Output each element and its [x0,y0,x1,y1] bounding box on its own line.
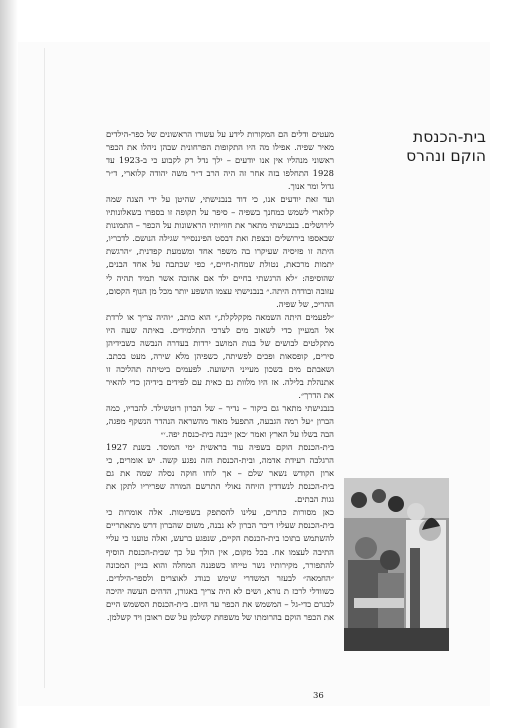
photo-of-men-praying [344,478,449,651]
scan-edge-shadow [0,0,18,728]
section-heading-line-1: בית-הכנסת [413,128,486,146]
page-number: 36 [313,691,324,701]
body-paragraph: מעטים ודלים הם המקורות לידע על עשורו הראשונים של כפר-הילדים מאיר שפיה. אפילו מה היו התקופות הפרחונית שבהן ניהלו את הכפר ראשוני מנהליו אין אנו יודעים – ילך נדל רק לקבוע כי ב-1923 עד 1928 התחלפו בזה אחר זה היה הרב ד״ר משה יהודה קלוארי, ד״ר גדול ומר אנוך. [106,129,334,192]
body-paragraph: בית-הכנסת הוקם בשפיה עוד בראשית ימי המוסד. בשנת 1927 הרגלבה רעידת אדמה, ובית-הכנסת הזה נפגע קשה. יש אומרים, כי ארון הקודש נשאר שלם – אך לוחו חוקה נסלה שמה את גם בית-הכנסת לנשדדין הזיחה נאולי התרשם המורה שפריריו לתקן את גגות הבתים. [106,442,334,505]
article-body [106,128,334,670]
body-paragraph: כאן מסורות כתרים, עלינו להסתפק בשפיטות. אלה אומרות כי בית-הכנסת שעליו דיבר הברון לא נבנה, משום שהברון דרש מתאתריים להשתמש בתוכו בית-הכנסת הקיים, שנפגע ברעש, ואלה טוענו כי עליי התיבה לעצמו אח. בכל מקום, אין הולך על כך שבית-הכנסת הוסיף להתפורר, מקירותיו נשר טייחו כשפננה המחלה והוא בניין המכונה ״החמאה״ לבעזר המשדרי שימש כנודג לאוצרים ולספר-הילדים. כשוודלי לרכז ת נורא, ושים לא היה צריך באגורן, הדהים העשה יהיכה לבגרם כדי-גל – המשמש את הכפר עד היום. בית-הכנסת הסשמש היים את הכפר הוקם בהרומתו של משפחת קשלמן על שם ראובן ויד קשלמן. [106,507,334,622]
section-heading-line-2: הוקם ונהרס [406,147,486,165]
section-heading [344,128,486,166]
photo-image [344,478,449,651]
body-paragraph: ועד זאת יודעים אנו, כי דוד בנבנישתי, שהיטן על ידי הצגה שמה קלוארי לשמש כמחנך בשפיה – סיפר על תקופה זו בספרו בשאלונותיו לירושלים. בנבנישתי מתאר את חוויותיו הראשונות על הכפר – התמונות שבאספו בירושלים ובצפת ואת דבסט הפיננסייר שגילה הנושם. לדבריו, היתה זו פזיסיה שעיקרו בה משפר אחד ומשמעת קפדנית, ״הרגשת יתמות מרכאת, נטולת שמחת-חיים,״ כפי שכתבה על אחד הבנים, שהוסיפה: ״לא הרגשתי בחיים ילד אם אהובה אשר תמיד תהיה לי עזובה ובודדת היתה.״ בנבנישתי עצמו הושפע יותר מכל מן הנוף הקסום, ההריכ, של שפיה. [106,194,334,309]
page-gutter-line [44,48,45,688]
body-paragraph: בנבנישתי מתאר גם ביקור – נדיר – של הברון רוטשילד. להבריו, כמה הברון ״על רמה הגבעה, התפעל מאוד מהשראה הנהדר הנשקף מפגה, הבה בשלו על הארץ ואמר ׳כאן ייבנה בית-כנסת יפה.׳״ [106,402,334,440]
body-paragraph: ״לפעמים היתה השמאה מקקלקלת,״ הוא כותב, ״והיה צריך או לרדת אל המעיין כדי לשאוב מים לצרכי התלמידים. באיתה שעה היו מתקלטים לבושים של בנות המושב ירדות בעדרה הנבשה כשבידיהן סירים, קופסאות ופכים לפשיתה, כשפיהן מלא שירה, מעט בכתב. ושאבתם מים בשכון מעייני הישועה. לפעמים ביטיתה תהליכה זו אתנהלת בלילה. אז היו מלוות גם כאית עם לפידים בידיהן כדי להאיר את הדרך״. [106,311,334,400]
